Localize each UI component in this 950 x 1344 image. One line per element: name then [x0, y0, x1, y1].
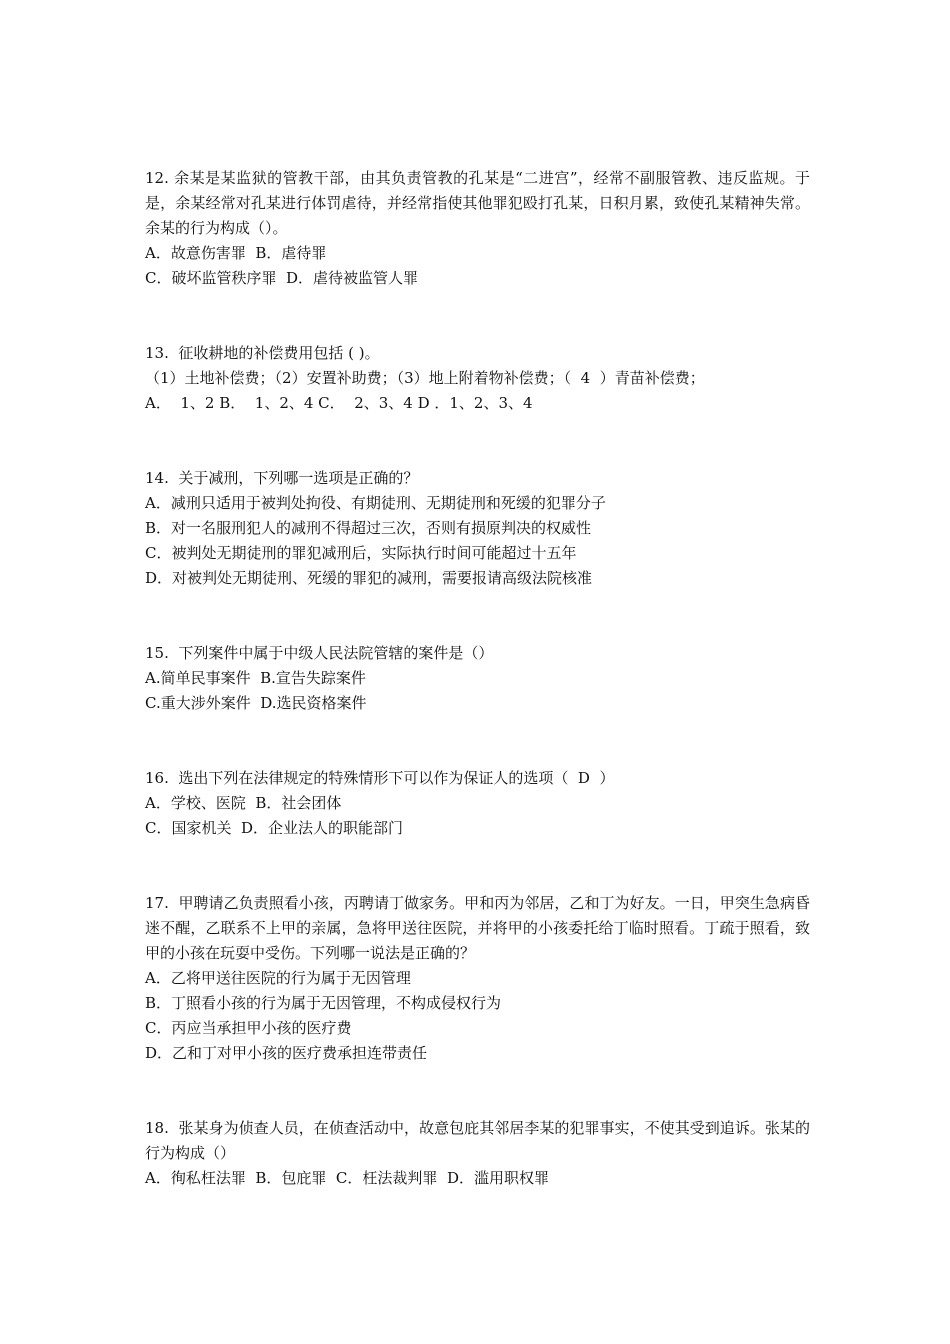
question-15-option-line-1: A.简单民事案件 B.宣告失踪案件 — [145, 669, 366, 687]
question-14-stem: 14. 关于减刑，下列哪一选项是正确的？ — [145, 469, 419, 487]
question-17-option-c: C．丙应当承担甲小孩的医疗费 — [145, 1019, 352, 1037]
document-page — [145, 166, 810, 1191]
question-17-option-d: D．乙和丁对甲小孩的医疗费承担连带责任 — [145, 1044, 428, 1062]
question-13-option-line: A． 1、2 B． 1、2、4 C． 2、3、4 D ．1、2、3、4 — [145, 394, 533, 412]
question-16-stem: 16. 选出下列在法律规定的特殊情形下可以作为保证人的选项（ D ） — [145, 769, 615, 787]
question-18 — [145, 1116, 810, 1191]
question-14-option-b: B．对一名服刑犯人的减刑不得超过三次，否则有损原判决的权威性 — [145, 519, 592, 537]
question-15 — [145, 641, 810, 716]
question-13 — [145, 341, 810, 416]
question-15-option-line-2: C.重大涉外案件 D.选民资格案件 — [145, 694, 367, 712]
question-18-stem: 18. 张某身为侦查人员，在侦查活动中，故意包庇其邻居李某的犯罪事实，不使其受到追诉。张某的行为构成（） — [145, 1119, 810, 1162]
question-12-option-line-1: A．故意伤害罪 B．虐待罪 — [145, 244, 327, 262]
question-14-option-c: C．被判处无期徒刑的罪犯减刑后，实际执行时间可能超过十五年 — [145, 544, 577, 562]
question-17 — [145, 891, 810, 1066]
question-16 — [145, 766, 810, 841]
question-18-option-line: A．徇私枉法罪 B．包庇罪 C．枉法裁判罪 D．滥用职权罪 — [145, 1169, 549, 1187]
question-17-option-b: B．丁照看小孩的行为属于无因管理，不构成侵权行为 — [145, 994, 502, 1012]
question-12-stem: 12. 余某是某监狱的管教干部，由其负责管教的孔某是“二进宫”，经常不副服管教、违反监规。于是，余某经常对孔某进行体罚虐待，并经常指使其他罪犯殴打孔某，日积月累，致使孔某精神失常。余某的行为构成（）。 — [145, 169, 810, 237]
question-16-option-line-1: A．学校、医院 B．社会团体 — [145, 794, 342, 812]
question-13-stem: 13. 征收耕地的补偿费用包括 ( )。 — [145, 344, 380, 362]
question-15-stem: 15. 下列案件中属于中级人民法院管辖的案件是（） — [145, 644, 494, 662]
question-14 — [145, 466, 810, 591]
question-17-stem: 17. 甲聘请乙负责照看小孩，丙聘请丁做家务。甲和丙为邻居，乙和丁为好友。一日，甲突生急病昏迷不醒，乙联系不上甲的亲属，急将甲送往医院，并将甲的小孩委托给丁临时照看。丁疏于照看，致甲的小孩在玩耍中受伤。下列哪一说法是正确的？ — [145, 894, 810, 962]
question-12-option-line-2: C．破坏监管秩序罪 D．虐待被监管人罪 — [145, 269, 419, 287]
question-12 — [145, 166, 810, 291]
question-14-option-d: D．对被判处无期徒刑、死缓的罪犯的减刑，需要报请高级法院核准 — [145, 569, 593, 587]
question-17-option-a: A．乙将甲送往医院的行为属于无因管理 — [145, 969, 411, 987]
question-14-option-a: A．减刑只适用于被判处拘役、有期徒刑、无期徒刑和死缓的犯罪分子 — [145, 494, 606, 512]
question-16-option-line-2: C．国家机关 D．企业法人的职能部门 — [145, 819, 404, 837]
question-13-items-line: （1）土地补偿费；（2）安置补助费；（3）地上附着物补偿费；（ 4 ）青苗补偿费； — [145, 369, 705, 387]
